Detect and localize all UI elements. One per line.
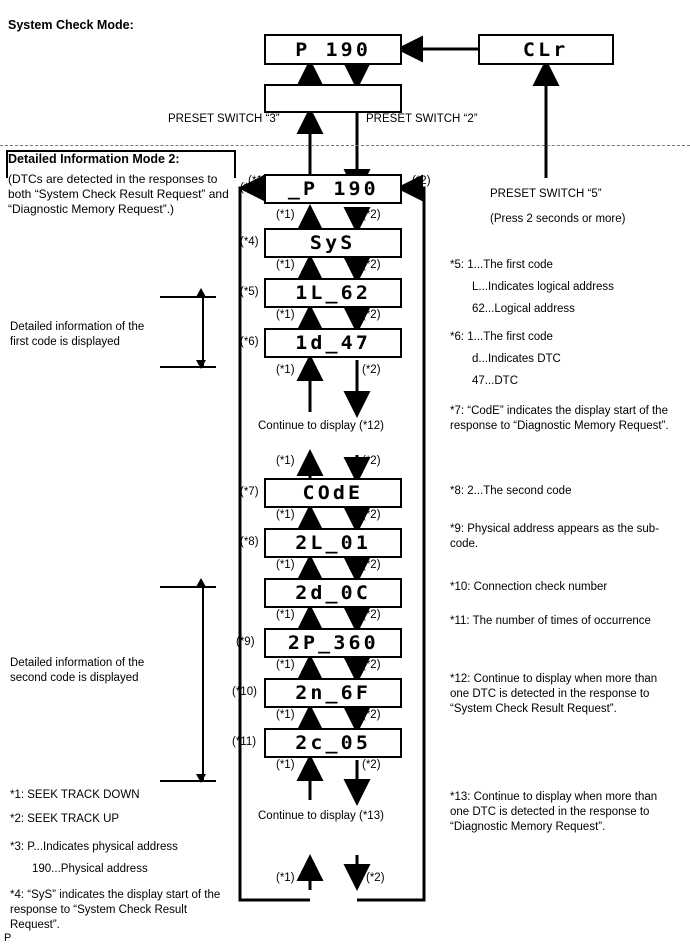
star2-label-8: (*2) [362,609,381,621]
step-label-8: (*8) [240,536,259,548]
footnote-6b: d...Indicates DTC [472,353,561,365]
star2-label-7: (*2) [362,559,381,571]
display-step-10 [264,678,402,708]
footnote-10: *10: Connection check number [450,581,608,593]
star2-label-1: (*2) [362,209,381,221]
display-text: 2L_01 [295,532,371,554]
footnote-2: *2: SEEK TRACK UP [10,813,120,825]
display-text: SyS [310,232,356,254]
footnote-8: *8: 2...The second code [450,485,572,497]
display-text: CLr [523,38,569,61]
star1-label-3: (*1) [276,309,295,321]
star1-label-5: (*1) [276,455,295,467]
star1-label-a: (*1) [248,175,267,187]
star2-label-5: (*2) [362,455,381,467]
display-step-9 [264,628,402,658]
detailed-mode-top-border [6,150,236,152]
star2-label-2: (*2) [362,259,381,271]
star1-label-8: (*1) [276,609,295,621]
step-label-11: (*11) [232,736,257,748]
preset-switch-5-hint: (Press 2 seconds or more) [490,213,626,225]
detailed-mode-right-border [234,150,236,178]
footer-mark: P [4,932,12,944]
star2-label-12: (*2) [366,872,385,884]
star1-label-7: (*1) [276,559,295,571]
footnote-3b: 190...Physical address [32,863,148,875]
detailed-mode-block [8,152,240,217]
star1-label-9: (*1) [276,659,295,671]
display-text: 1L_62 [295,282,371,304]
step-label-9: (*9) [236,636,255,648]
first-code-bracket-label: Detailed information of the first code is displayed [10,321,145,348]
footnote-13: *13: Continue to display when more than one DTC is detected in the response to “Diagnostic Memory Request”. [450,791,658,833]
display-text: _P 190 [287,178,379,200]
section-divider [0,145,690,146]
footnote-6: *6: 1...The first code [450,331,553,343]
star2-label-10: (*2) [362,709,381,721]
detailed-mode-title: Detailed Information Mode 2: [8,152,180,166]
preset-switch-3-label: PRESET SWITCH “3” [168,113,280,125]
star2-label-3: (*2) [362,309,381,321]
display-text: 2d_0C [295,582,371,604]
footnote-5c: 62...Logical address [472,303,575,315]
star1-label-2: (*1) [276,259,295,271]
star1-label-4: (*1) [276,364,295,376]
display-top-p190 [264,34,402,65]
star2-label-a: (*2) [412,175,431,187]
star2-label-11: (*2) [362,759,381,771]
footnote-11: *11: The number of times of occurrence [450,615,651,627]
continue-13-label: Continue to display (*13) [258,810,384,822]
star1-label-11: (*1) [276,759,295,771]
footnote-12: *12: Continue to display when more than one DTC is detected in the response to “System Check Result Request”. [450,673,658,715]
step-label-10: (*10) [232,686,257,698]
display-text: COdE [302,482,364,504]
detailed-mode-note: (DTCs are detected in the responses to both “System Check Result Request” and “Diagnostic Memory Request”.) [8,172,229,216]
second-code-bracket-label: Detailed information of the second code is displayed [10,657,145,684]
footnote-5b: L...Indicates logical address [472,281,614,293]
display-step-7 [264,478,402,508]
detailed-mode-left-border [6,150,8,178]
display-step-4 [264,228,402,258]
display-step-5 [264,278,402,308]
display-step-11 [264,728,402,758]
star1-label-1: (*1) [276,209,295,221]
display-step-8 [264,528,402,558]
star1-label-10: (*1) [276,709,295,721]
star1-label-6: (*1) [276,509,295,521]
star2-label-6: (*2) [362,509,381,521]
preset-switch-2-label: PRESET SWITCH “2” [366,113,478,125]
step-label-6: (*6) [240,336,259,348]
display-text: 2P_360 [287,632,379,654]
step-label-4: (*4) [240,236,259,248]
continue-12-label: Continue to display (*12) [258,420,384,432]
star2-label-9: (*2) [362,659,381,671]
footnote-1: *1: SEEK TRACK DOWN [10,789,140,801]
step-label-7: (*7) [240,486,259,498]
display-text: P 190 [295,38,371,61]
footnote-6c: 47...DTC [472,375,519,387]
footnote-7: *7: “CodE” indicates the display start of the response to “Diagnostic Memory Request”. [450,405,669,432]
footnote-9: *9: Physical address appears as the sub-code. [450,523,660,550]
display-step-8b [264,578,402,608]
display-text: 2n_6F [295,682,371,704]
star2-label-4: (*2) [362,364,381,376]
display-step-6 [264,328,402,358]
display-text: 2c_05 [295,732,371,754]
footnote-5: *5: 1...The first code [450,259,553,271]
star1-label-12: (*1) [276,872,295,884]
step-label-5: (*5) [240,286,259,298]
display-clr [478,34,614,65]
step-label-3: (*3) [240,182,259,194]
preset-switch-5-label: PRESET SWITCH “5” [490,188,602,200]
display-top-blank [264,84,402,113]
footnote-4: *4: “SyS” indicates the display start of the response to “System Check Result Request”. [10,889,221,931]
footnote-3: *3: P...Indicates physical address [10,841,178,853]
page-title: System Check Mode: [8,18,134,32]
display-text: 1d_47 [295,332,371,354]
display-step-3 [264,174,402,204]
